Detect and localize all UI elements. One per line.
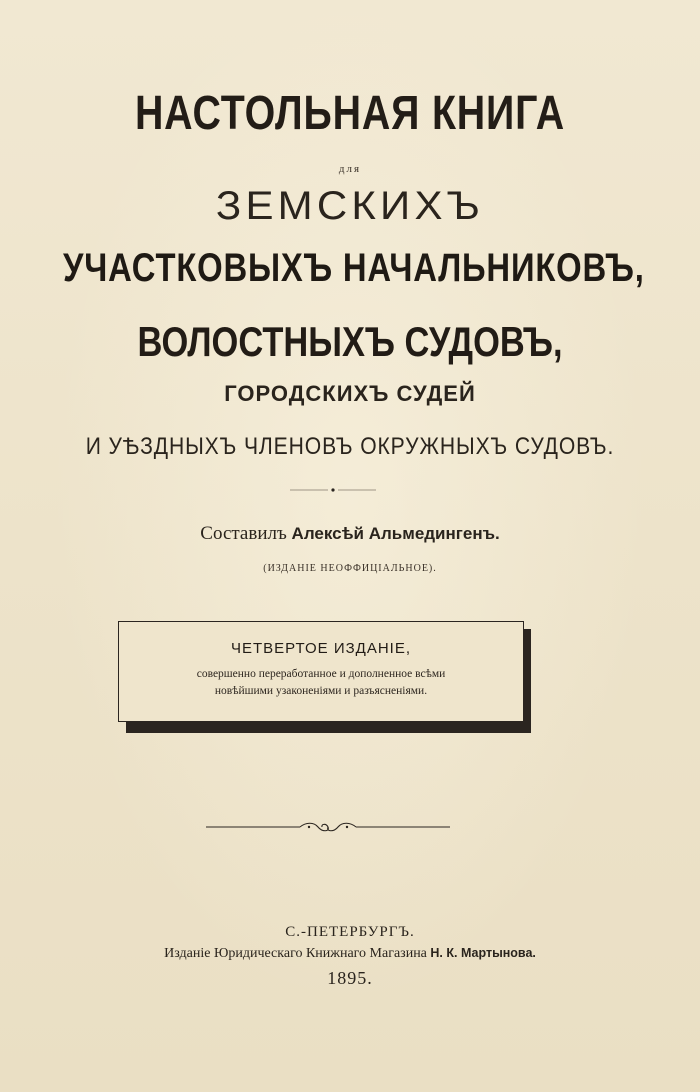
author-name: Алексѣй Альмедингенъ. <box>291 524 500 543</box>
unofficial-note: (ИЗДАНІЕ НЕОФФИЦІАЛЬНОЕ). <box>263 563 437 574</box>
imprint-publisher <box>0 946 700 962</box>
title-uezdnyh: И УѢЗДНЫХЪ ЧЛЕНОВЪ ОКРУЖНЫХЪ СУДОВЪ. <box>85 433 615 460</box>
edition-box <box>118 621 524 722</box>
title-volostnyh: ВОЛОСТНЫХЪ СУДОВЪ, <box>137 318 563 365</box>
title-preposition: для <box>338 163 362 175</box>
title-uchastkovyh: УЧАСТКОВЫХЪ НАЧАЛЬНИКОВЪ, <box>63 246 645 290</box>
author-line <box>0 523 700 545</box>
imprint-city: С.-ПЕТЕРБУРГЪ. <box>285 924 415 940</box>
title-gorodskih: ГОРОДСКИХЪ СУДЕЙ <box>224 381 476 406</box>
book-title: НАСТОЛЬНАЯ КНИГА <box>134 87 566 140</box>
publisher-prefix: Изданіе Юридическаго Книжнаго Магазина <box>164 946 427 961</box>
edition-title: ЧЕТВЕРТОЕ ИЗДАНІЕ, <box>230 640 411 657</box>
decorative-rule-ornament <box>206 820 450 834</box>
imprint-year: 1895. <box>327 968 373 988</box>
edition-description-line-1: совершенно переработанное и дополненное всѣми <box>196 668 446 680</box>
title-zemskih: ЗЕМСКИХЪ <box>215 184 485 228</box>
publisher-name: Н. К. Мартынова. <box>430 946 536 960</box>
small-rule-ornament <box>290 487 376 493</box>
edition-description-line-2: новѣйшими узаконеніями и разъясненіями. <box>214 685 428 697</box>
author-prefix: Составилъ <box>200 523 287 544</box>
